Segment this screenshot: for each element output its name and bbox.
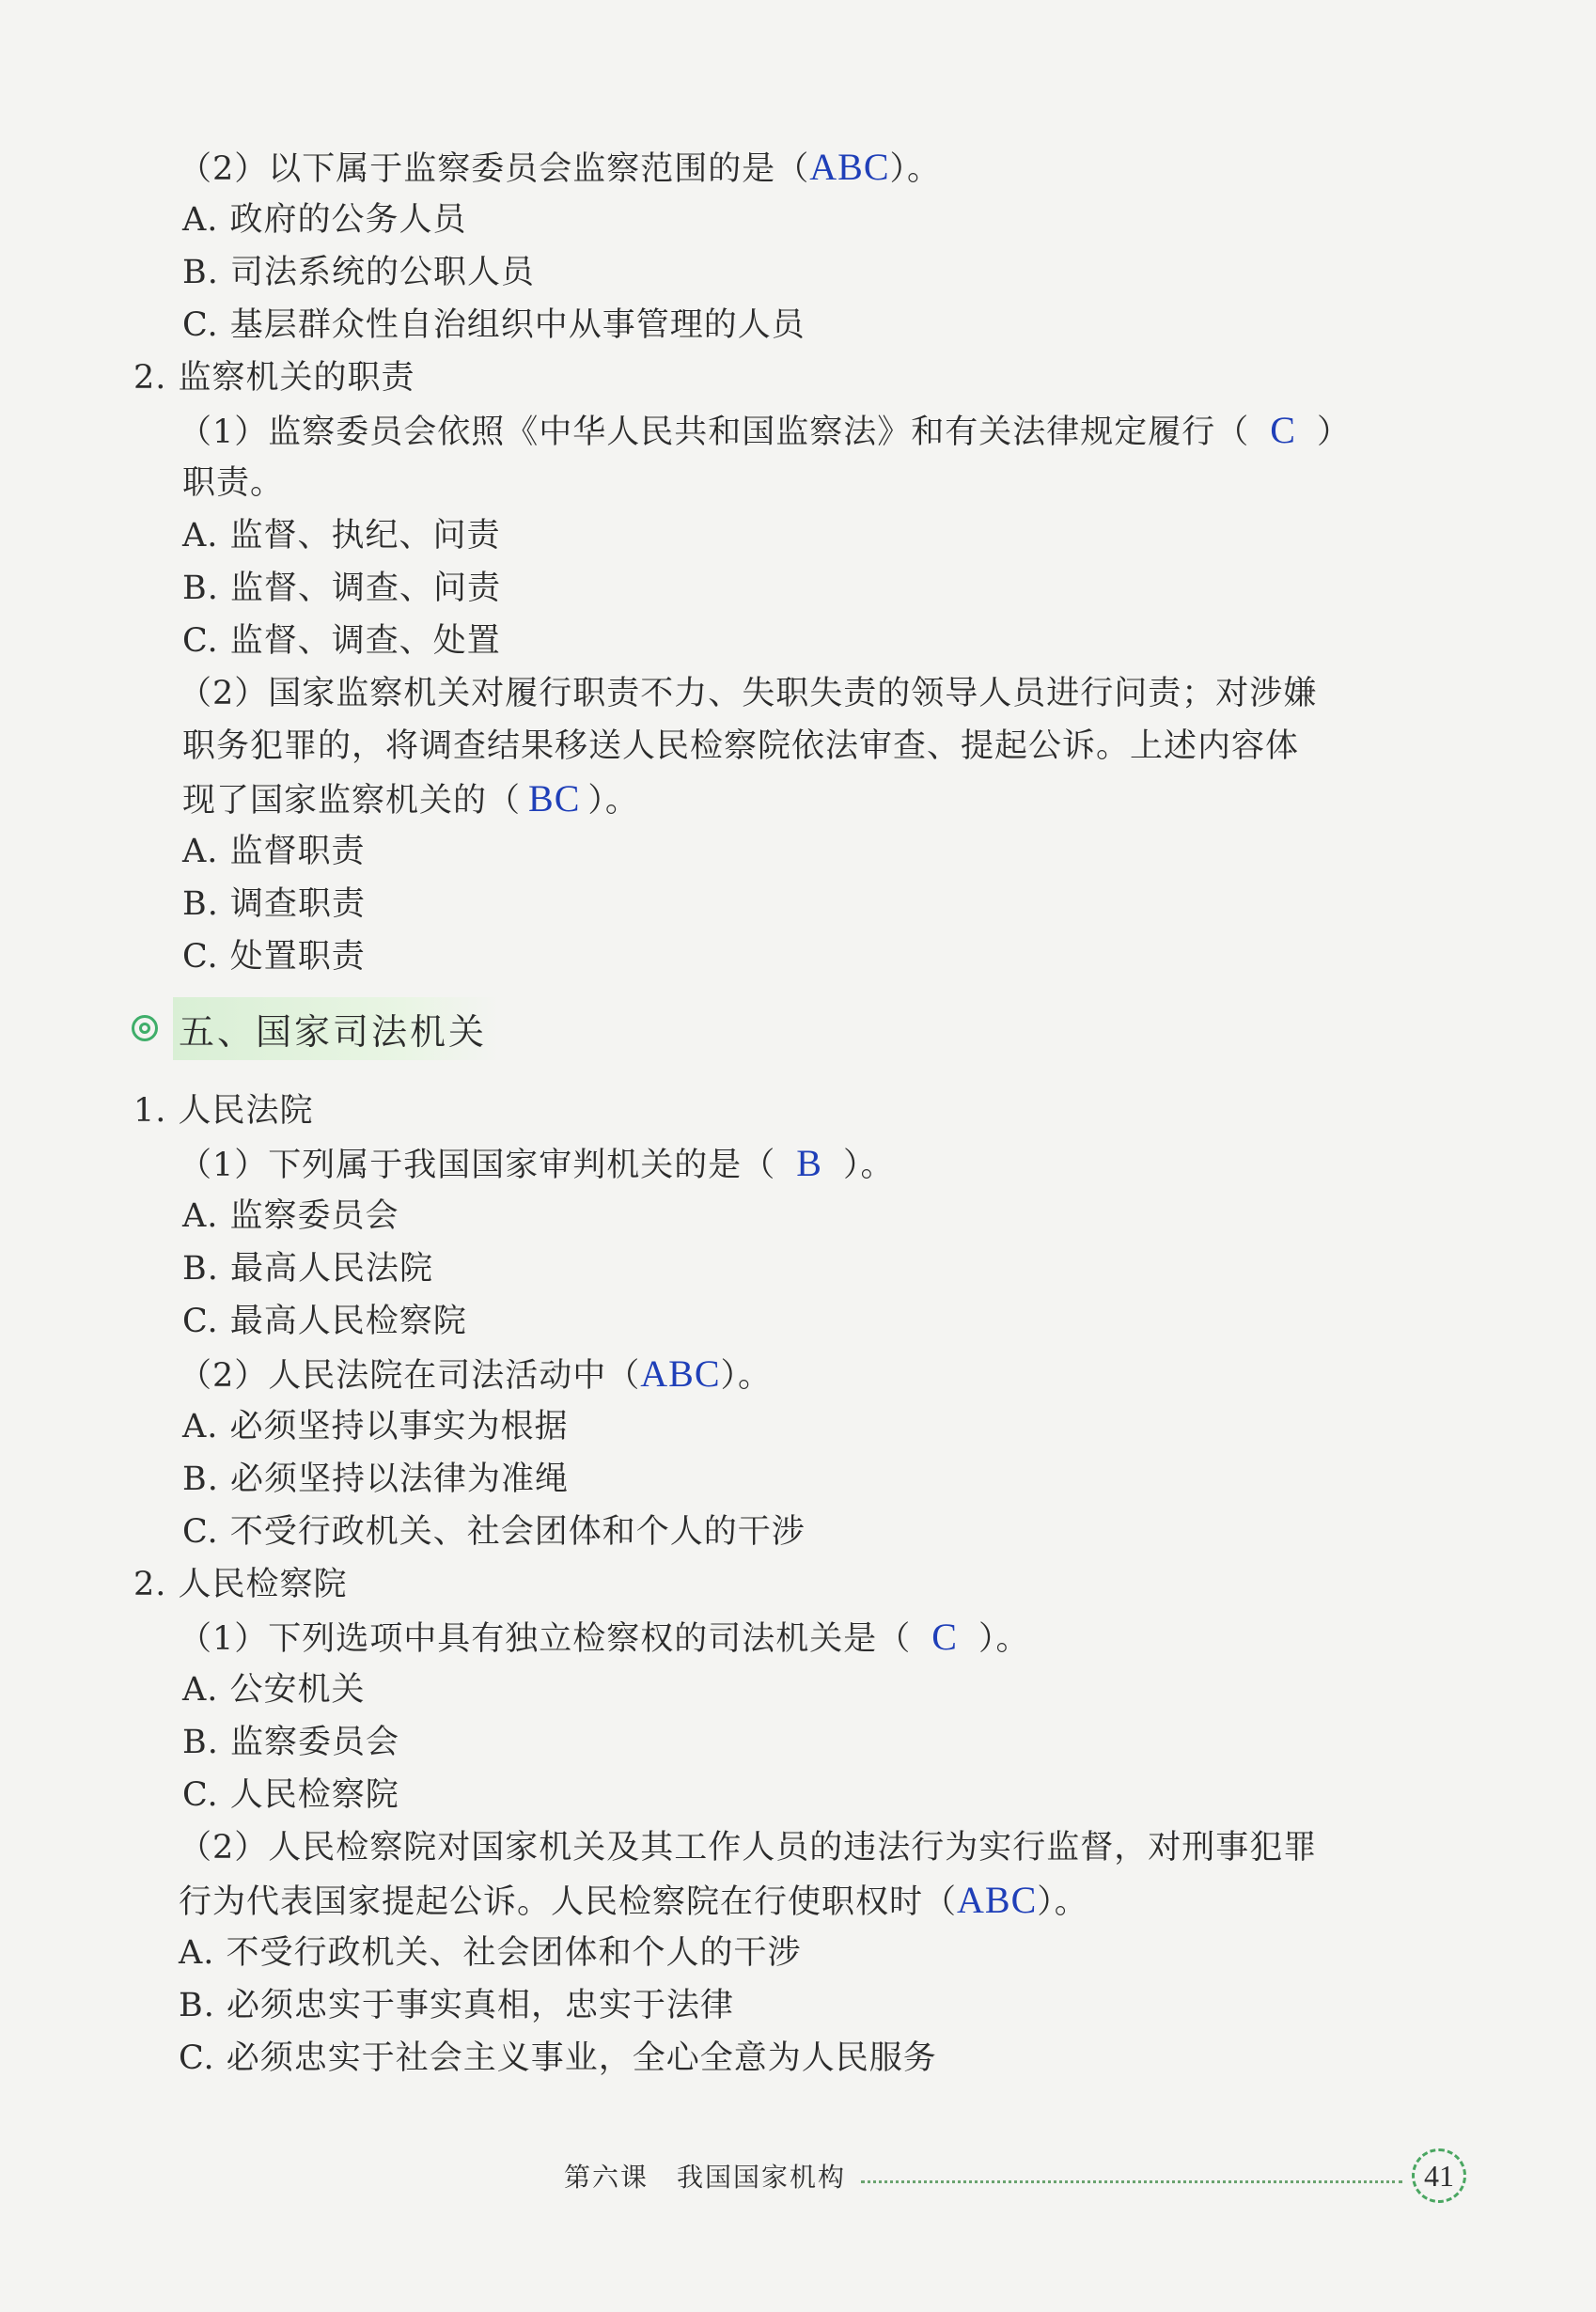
question-stem: （2）以下属于监察委员会监察范围的是（ (179, 150, 810, 188)
question-continuation: 职责。 (182, 464, 285, 502)
option-a: A. 必须坚持以事实为根据 (182, 1408, 569, 1445)
chapter-title: 第六课 我国国家机构 (564, 2162, 847, 2193)
question-stem: （2）人民检察院对国家机关及其工作人员的违法行为实行监督，对刑事犯罪 (179, 1829, 1318, 1867)
question-end: ） (1316, 414, 1351, 451)
page-footer (564, 2152, 1466, 2199)
option-c: C. 人民检察院 (182, 1776, 399, 1814)
target-circle-icon (132, 1015, 158, 1041)
question-line (179, 1353, 772, 1397)
question-stem: （1）下列选项中具有独立检察权的司法机关是（ (179, 1620, 912, 1658)
section-heading (132, 1000, 500, 1056)
option-c: C. 处置职责 (182, 938, 366, 976)
option-b: B. 司法系统的公职人员 (182, 254, 535, 291)
question-end: ）。 (889, 150, 942, 188)
question-line (179, 1143, 894, 1186)
option-a: A. 公安机关 (182, 1671, 366, 1709)
question-continuation: 职务犯罪的，将调查结果移送人民检察院依法审查、提起公诉。上述内容体 (182, 727, 1300, 765)
question-end: ）。 (587, 782, 639, 820)
question-stem: 行为代表国家提起公诉。人民检察院在行使职权时（ (179, 1883, 958, 1921)
option-b: B. 监察委员会 (182, 1724, 399, 1761)
question-end: ）。 (720, 1357, 773, 1395)
handwritten-answer: BC (528, 777, 581, 820)
page-number: 41 (1412, 2148, 1466, 2203)
option-c: C. 必须忠实于社会主义事业，全心全意为人民服务 (179, 2039, 937, 2077)
subsection-heading: 1. 人民法院 (133, 1092, 314, 1130)
handwritten-answer: ABC (809, 146, 890, 188)
question-end: ）。 (1037, 1883, 1088, 1921)
option-a: A. 监察委员会 (182, 1197, 399, 1235)
section-title: 五、国家司法机关 (173, 997, 500, 1060)
handwritten-answer: B (796, 1142, 822, 1184)
handwritten-answer: C (931, 1616, 958, 1658)
option-a: A. 不受行政机关、社会团体和个人的干涉 (179, 1934, 802, 1972)
option-c: C. 最高人民检察院 (182, 1303, 467, 1340)
question-stem: （1）监察委员会依照《中华人民共和国监察法》和有关法律规定履行（ (179, 414, 1250, 451)
question-end: ）。 (842, 1147, 895, 1184)
question-end: ）。 (978, 1620, 1030, 1658)
question-stem: （2）国家监察机关对履行职责不力、失职失责的领导人员进行问责；对涉嫌 (179, 675, 1318, 712)
question-stem: （2）人民法院在司法活动中（ (179, 1357, 641, 1395)
option-c: C. 基层群众性自治组织中从事管理的人员 (182, 306, 806, 344)
question-line (179, 410, 1351, 453)
subsection-heading: 2. 监察机关的职责 (133, 359, 415, 397)
question-line (182, 778, 639, 821)
option-a: A. 政府的公务人员 (182, 201, 467, 239)
question-stem: 现了国家监察机关的（ (182, 782, 522, 820)
dotted-leader (861, 2180, 1402, 2183)
handwritten-answer: ABC (957, 1879, 1038, 1921)
question-line (179, 147, 941, 190)
option-b: B. 调查职责 (182, 885, 366, 923)
option-b: B. 监督、调查、问责 (182, 570, 501, 607)
question-line (179, 1880, 1088, 1923)
handwritten-answer: C (1270, 409, 1296, 451)
option-a: A. 监督职责 (182, 833, 366, 870)
option-b: B. 必须忠实于事实真相，忠实于法律 (179, 1987, 734, 2024)
option-b: B. 必须坚持以法律为准绳 (182, 1461, 569, 1498)
subsection-heading: 2. 人民检察院 (133, 1566, 348, 1603)
option-c: C. 监督、调查、处置 (182, 622, 501, 660)
handwritten-answer: ABC (640, 1352, 721, 1395)
question-stem: （1）下列属于我国国家审判机关的是（ (179, 1147, 776, 1184)
option-b: B. 最高人民法院 (182, 1250, 433, 1288)
option-c: C. 不受行政机关、社会团体和个人的干涉 (182, 1513, 806, 1551)
option-a: A. 监督、执纪、问责 (182, 517, 501, 555)
question-line (179, 1617, 1029, 1660)
